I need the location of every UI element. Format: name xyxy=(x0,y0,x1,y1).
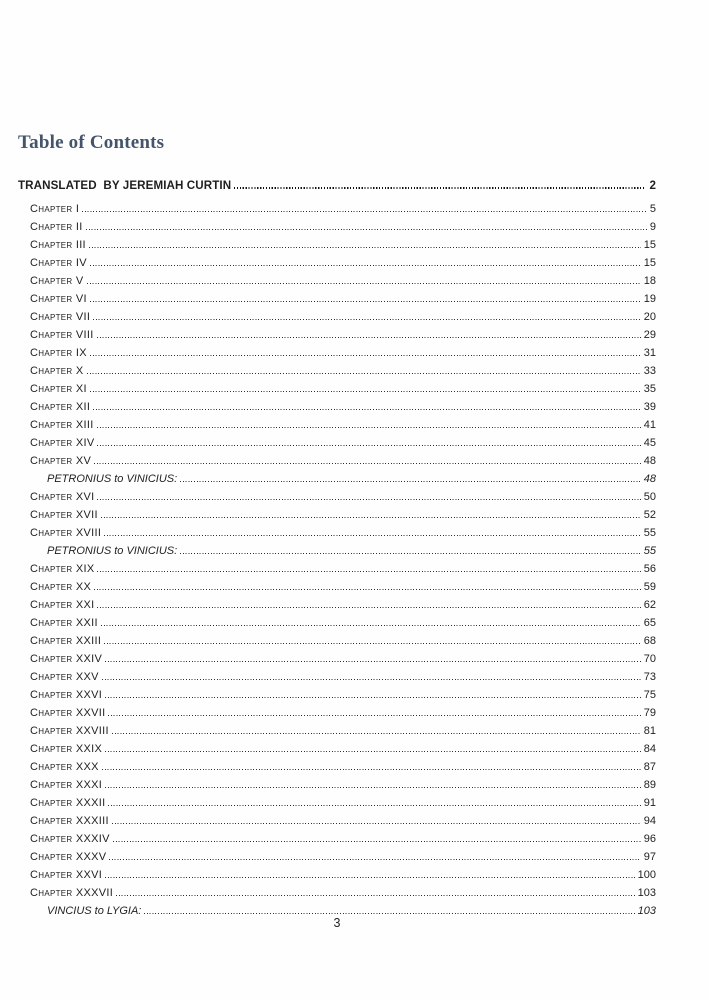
toc-row xyxy=(18,812,656,830)
toc-row xyxy=(18,254,656,272)
toc-row xyxy=(18,524,656,542)
toc-entry-label: TRANSLATED BY JEREMIAH CURTIN xyxy=(18,179,232,192)
toc-entry-label: Chapter VII xyxy=(30,311,91,323)
toc-entry-label: Chapter XXIII xyxy=(30,635,102,647)
toc-row xyxy=(18,848,656,866)
toc-dot-leader xyxy=(108,715,640,716)
toc-entry-label: Chapter XXII xyxy=(30,617,98,629)
toc-dot-leader xyxy=(105,877,635,878)
toc-row xyxy=(18,200,656,218)
toc-row xyxy=(18,542,656,560)
toc-row xyxy=(18,794,656,812)
toc-dot-leader xyxy=(104,535,641,536)
toc-entry-page-number: 35 xyxy=(643,383,656,395)
toc-dot-leader xyxy=(180,553,641,554)
toc-row xyxy=(18,344,656,362)
toc-entry-label: Chapter XXVI xyxy=(30,869,103,881)
toc-row xyxy=(18,632,656,650)
toc-entry-page-number: 94 xyxy=(643,815,656,827)
toc-entry-label: Chapter VI xyxy=(30,293,87,305)
toc-dot-leader xyxy=(144,913,634,914)
toc-entry-page-number: 15 xyxy=(643,257,656,269)
toc-entry-page-number: 96 xyxy=(643,833,656,845)
toc-entry-page-number: 33 xyxy=(643,365,656,377)
toc-entry-page-number: 48 xyxy=(643,455,656,467)
toc-entry-label: PETRONIUS to VINICIUS: xyxy=(47,473,178,485)
toc-row xyxy=(18,740,656,758)
toc-row xyxy=(18,686,656,704)
toc-entry-label: Chapter I xyxy=(30,203,80,215)
toc-entry-page-number: 68 xyxy=(643,635,656,647)
toc-entry-page-number: 2 xyxy=(649,179,656,192)
toc-entry-page-number: 87 xyxy=(643,761,656,773)
page-title: Table of Contents xyxy=(18,131,165,153)
toc-entry-page-number: 91 xyxy=(643,797,656,809)
toc-dot-leader xyxy=(94,463,641,464)
toc-dot-leader xyxy=(87,283,641,284)
toc-dot-leader xyxy=(105,697,641,698)
toc-row xyxy=(18,416,656,434)
toc-row xyxy=(18,218,656,236)
toc-row xyxy=(18,758,656,776)
toc-row xyxy=(18,272,656,290)
toc-entry-page-number: 20 xyxy=(643,311,656,323)
toc-entry-page-number: 56 xyxy=(643,563,656,575)
toc-dot-leader xyxy=(102,679,641,680)
toc-entry-label: Chapter XXIV xyxy=(30,653,103,665)
toc-entry-label: Chapter XXXIV xyxy=(30,833,110,845)
toc-entry-label: Chapter IX xyxy=(30,347,87,359)
toc-row xyxy=(18,380,656,398)
toc-row xyxy=(18,866,656,884)
toc-entry-label: Chapter XXXVII xyxy=(30,887,114,899)
toc-dot-leader xyxy=(116,895,635,896)
toc-dot-leader xyxy=(97,445,640,446)
toc-dot-leader xyxy=(112,823,641,824)
toc-dot-leader xyxy=(89,247,641,248)
toc-dot-leader xyxy=(97,499,640,500)
toc-dot-leader xyxy=(90,391,641,392)
toc-row xyxy=(18,326,656,344)
toc-entry-label: Chapter VIII xyxy=(30,329,94,341)
toc-dot-leader xyxy=(101,625,641,626)
toc-entry-page-number: 55 xyxy=(643,527,656,539)
toc-dot-leader xyxy=(102,769,641,770)
toc-row xyxy=(18,596,656,614)
toc-entry-label: Chapter XIV xyxy=(30,437,95,449)
toc-entry-label: Chapter V xyxy=(30,275,84,287)
toc-entry-page-number: 79 xyxy=(643,707,656,719)
toc-row xyxy=(18,452,656,470)
toc-entry-page-number: 100 xyxy=(637,869,656,881)
toc-entry-page-number: 15 xyxy=(643,239,656,251)
toc-row xyxy=(18,398,656,416)
toc-row xyxy=(18,176,656,195)
toc-entry-label: Chapter XXX xyxy=(30,761,99,773)
toc-row xyxy=(18,560,656,578)
toc-entry-label: PETRONIUS to VINICIUS: xyxy=(47,545,178,557)
toc-entry-page-number: 19 xyxy=(643,293,656,305)
toc-row xyxy=(18,578,656,596)
toc-entry-page-number: 89 xyxy=(643,779,656,791)
toc-dot-leader xyxy=(86,229,647,230)
toc-dot-leader xyxy=(105,787,641,788)
toc-entry-label: Chapter XXI xyxy=(30,599,95,611)
toc-entry-label: Chapter XXIX xyxy=(30,743,103,755)
toc-dot-leader xyxy=(113,841,641,842)
toc-dot-leader xyxy=(87,373,641,374)
toc-entry-label: Chapter XXVIII xyxy=(30,725,109,737)
toc-entry-page-number: 59 xyxy=(643,581,656,593)
toc-dot-leader xyxy=(90,301,641,302)
toc-dot-leader xyxy=(97,607,640,608)
toc-entry-label: Chapter XVIII xyxy=(30,527,102,539)
toc-dot-leader xyxy=(97,571,640,572)
toc-dot-leader xyxy=(94,589,641,590)
toc-row xyxy=(18,776,656,794)
toc-entry-page-number: 55 xyxy=(643,545,656,557)
toc-row xyxy=(18,488,656,506)
toc-entry-label: Chapter XXV xyxy=(30,671,99,683)
toc-entry-page-number: 103 xyxy=(637,905,656,917)
toc-dot-leader xyxy=(112,733,641,734)
toc-row xyxy=(18,830,656,848)
toc-dot-leader xyxy=(105,751,641,752)
toc-entry-page-number: 103 xyxy=(637,887,656,899)
toc-entry-page-number: 18 xyxy=(643,275,656,287)
toc-entry-label: Chapter XXXI xyxy=(30,779,103,791)
toc-entry-label: Chapter XXXIII xyxy=(30,815,109,827)
toc-entry-label: Chapter X xyxy=(30,365,84,377)
toc-entry-label: Chapter XVII xyxy=(30,509,98,521)
toc-entry-label: Chapter XVI xyxy=(30,491,95,503)
toc-entry-page-number: 97 xyxy=(643,851,656,863)
toc-entry-page-number: 84 xyxy=(643,743,656,755)
toc-row xyxy=(18,614,656,632)
toc-entry-label: VINCIUS to LYGIA: xyxy=(47,905,142,917)
toc-entry-page-number: 52 xyxy=(643,509,656,521)
toc-entry-label: Chapter XXVI xyxy=(30,689,103,701)
toc-dot-leader xyxy=(93,409,641,410)
toc-entry-label: Chapter XXXV xyxy=(30,851,107,863)
toc-entry-page-number: 9 xyxy=(649,221,656,233)
toc-row xyxy=(18,470,656,488)
toc-entry-label: Chapter IV xyxy=(30,257,87,269)
toc-row xyxy=(18,668,656,686)
toc-entry-page-number: 5 xyxy=(649,203,656,215)
toc-entry-page-number: 73 xyxy=(643,671,656,683)
toc-row xyxy=(18,362,656,380)
toc-dot-leader xyxy=(97,337,641,338)
toc-entry-label: Chapter XV xyxy=(30,455,92,467)
toc-row xyxy=(18,236,656,254)
toc-list xyxy=(18,176,656,920)
toc-dot-leader xyxy=(104,643,641,644)
toc-entry-page-number: 39 xyxy=(643,401,656,413)
toc-row xyxy=(18,308,656,326)
toc-entry-page-number: 48 xyxy=(643,473,656,485)
footer-page-number: 3 xyxy=(333,916,341,930)
toc-entry-label: Chapter XXVII xyxy=(30,707,106,719)
toc-entry-page-number: 81 xyxy=(643,725,656,737)
toc-entry-label: Chapter II xyxy=(30,221,83,233)
toc-entry-label: Chapter XI xyxy=(30,383,87,395)
toc-dot-leader xyxy=(90,355,641,356)
toc-entry-label: Chapter III xyxy=(30,239,86,251)
toc-entry-label: Chapter XIX xyxy=(30,563,95,575)
toc-entry-page-number: 31 xyxy=(643,347,656,359)
toc-dot-leader xyxy=(93,319,641,320)
toc-entry-label: Chapter XIII xyxy=(30,419,94,431)
toc-entry-page-number: 65 xyxy=(643,617,656,629)
toc-dot-leader xyxy=(109,859,640,860)
toc-dot-leader xyxy=(105,661,641,662)
toc-entry-page-number: 45 xyxy=(643,437,656,449)
toc-dot-leader xyxy=(82,211,647,212)
toc-entry-page-number: 75 xyxy=(643,689,656,701)
toc-row xyxy=(18,650,656,668)
toc-row xyxy=(18,884,656,902)
toc-row xyxy=(18,722,656,740)
toc-entry-page-number: 62 xyxy=(643,599,656,611)
toc-entry-page-number: 70 xyxy=(643,653,656,665)
toc-entry-page-number: 41 xyxy=(643,419,656,431)
toc-dot-leader xyxy=(180,481,641,482)
toc-dot-leader xyxy=(97,427,641,428)
toc-dot-leader xyxy=(234,187,646,189)
toc-entry-label: Chapter XX xyxy=(30,581,92,593)
toc-dot-leader xyxy=(101,517,641,518)
toc-dot-leader xyxy=(90,265,641,266)
toc-entry-page-number: 50 xyxy=(643,491,656,503)
toc-entry-label: Chapter XII xyxy=(30,401,91,413)
toc-row xyxy=(18,290,656,308)
toc-entry-page-number: 29 xyxy=(643,329,656,341)
toc-row xyxy=(18,506,656,524)
toc-dot-leader xyxy=(108,805,640,806)
toc-row xyxy=(18,434,656,452)
toc-row xyxy=(18,704,656,722)
toc-entry-label: Chapter XXXII xyxy=(30,797,106,809)
